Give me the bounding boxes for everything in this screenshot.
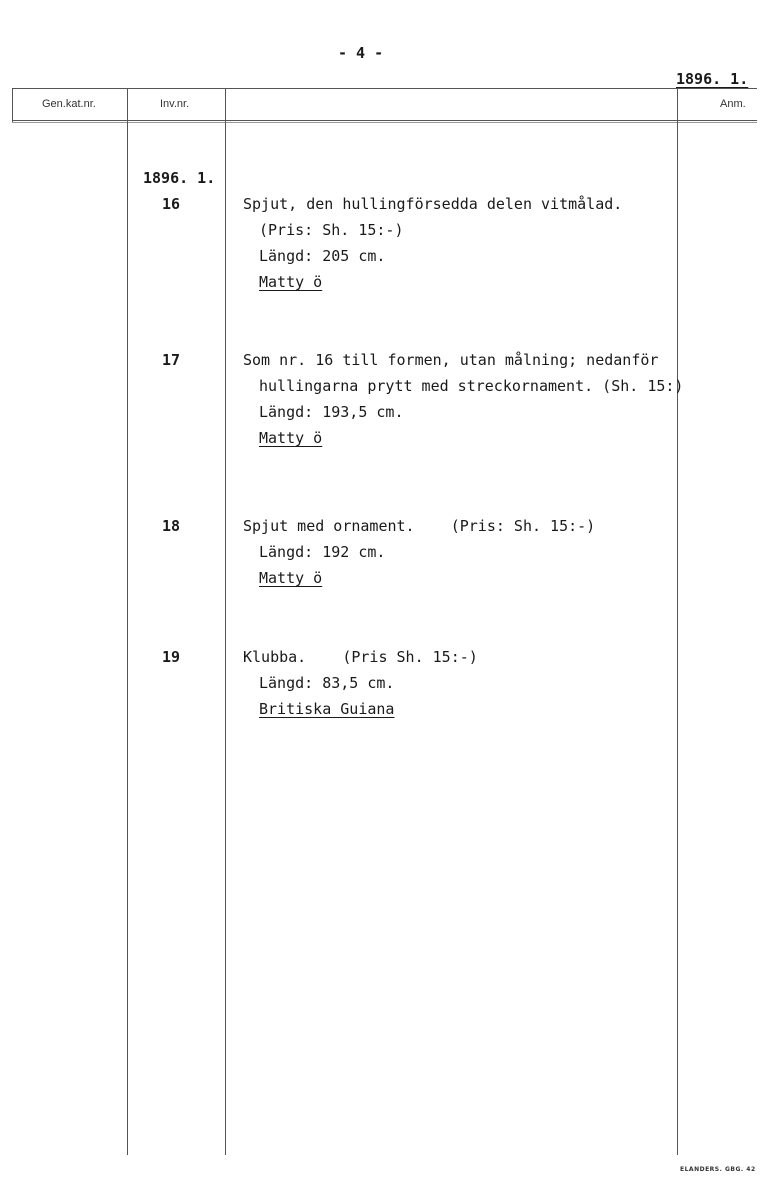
- entry-location: Matty ö: [259, 273, 323, 291]
- column-rule-2: [225, 88, 226, 1155]
- entry-location: Matty ö: [259, 429, 323, 447]
- column-header-anm: Anm.: [720, 98, 746, 110]
- inventory-number: 16: [162, 195, 181, 213]
- entry-line: Längd: 192 cm.: [259, 543, 386, 561]
- footer-imprint: ELANDERS. GBG. 42: [680, 1166, 756, 1173]
- column-header-inv-nr: Inv.nr.: [160, 98, 190, 110]
- entry-line: Som nr. 16 till formen, utan målning; nedanför: [243, 351, 659, 369]
- header-top-rule: [12, 88, 757, 89]
- column-rule-left: [12, 88, 13, 122]
- entry-line: Spjut med ornament. (Pris: Sh. 15:-): [243, 517, 596, 535]
- entry-line: Längd: 205 cm.: [259, 247, 386, 265]
- entry-location: Matty ö: [259, 569, 323, 587]
- column-rule-3: [677, 88, 678, 1155]
- page-number: - 4 -: [338, 44, 384, 62]
- entry-line: (Pris: Sh. 15:-): [259, 221, 404, 239]
- inventory-number: 19: [162, 648, 181, 666]
- entry-line: Längd: 193,5 cm.: [259, 403, 404, 421]
- header-bottom-rule-2: [12, 122, 757, 123]
- header-year: 1896. 1.: [676, 70, 749, 88]
- entry-line: hullingarna prytt med streckornament. (Sh. 15:): [259, 377, 684, 395]
- inventory-number: 17: [162, 351, 181, 369]
- entry-line: Längd: 83,5 cm.: [259, 674, 395, 692]
- section-year: 1896. 1.: [143, 169, 216, 187]
- column-header-gen-kat-nr: Gen.kat.nr.: [42, 98, 96, 110]
- entry-line: Klubba. (Pris Sh. 15:-): [243, 648, 478, 666]
- column-rule-1: [127, 88, 128, 1155]
- inventory-number: 18: [162, 517, 181, 535]
- entry-line: Spjut, den hullingförsedda delen vitmålad.: [243, 195, 623, 213]
- header-bottom-rule: [12, 120, 757, 121]
- entry-location: Britiska Guiana: [259, 700, 395, 718]
